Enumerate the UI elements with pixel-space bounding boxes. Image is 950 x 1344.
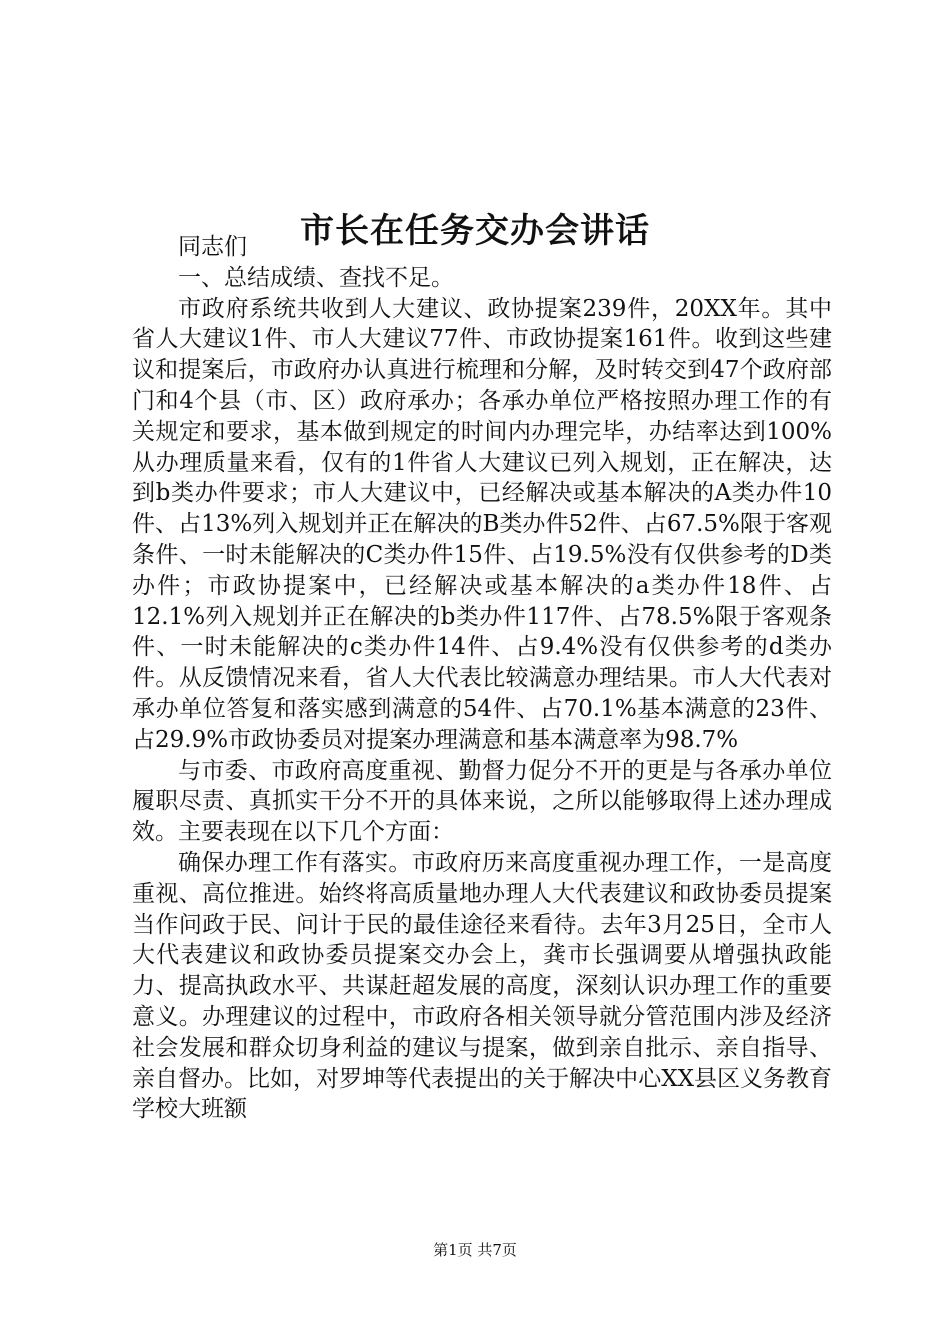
paragraph: 与市委、市政府高度重视、勤督力促分不开的更是与各承办单位履职尽责、真抓实干分不开的具体来说，之所以能够取得上述办理成效。主要表现在以下几个方面： [132, 757, 832, 846]
section-heading: 一、总结成绩、查找不足。 [178, 264, 454, 291]
salutation: 同志们 [178, 234, 247, 260]
paragraph: 确保办理工作有落实。市政府历来高度重视办理工作，一是高度重视、高位推进。始终将高质量地办理人大代表建议和政协委员提案当作问政于民、问计于民的最佳途径来看待。去年3月25日，全市人大代表建议和政协委员提案交办会上，龚市长强调要从增强执政能力、提高执政水平、共谋赶超发展的高度，深刻认识办理工作的重要意义。办理建议的过程中，市政府各相关领导就分管范围内涉及经济社会发展和群众切身利益的建议与提案，做到亲自批示、亲自指导、亲自督办。比如，对罗坤等代表提出的关于解决中心XX县区义务教育学校大班额 [132, 849, 832, 1123]
document-title: 市长在任务交办会讲话 [300, 210, 650, 251]
paragraph: 市政府系统共收到人大建议、政协提案239件，20XX年。其中省人大建议1件、市人大建议77件、市政协提案161件。收到这些建议和提案后，市政府办认真进行梳理和分解，及时转交到47个政府部门和4个县（市、区）政府承办；各承办单位严格按照办理工作的有关规定和要求，基本做到规定的时间内办理完毕，办结率达到100%从办理质量来看，仅有的1件省人大建议已列入规划，正在解决，达到b类办件要求；市人大建议中，已经解决或基本解决的A类办件10件、占13%列入规划并正在解决的B类办件52件、占67.5%限于客观条件、一时未能解决的C类办件15件、占19.5%没有仅供参考的D类办件；市政协提案中，已经解决或基本解决的a类办件18件、占12.1%列入规划并正在解决的b类办件117件、占78.5%限于客观条件、一时未能解决的c类办件14件、占9.4%没有仅供参考的d类办件。从反馈情况来看，省人大代表比较满意办理结果。市人大代表对承办单位答复和落实感到满意的54件、占70.1%基本满意的23件、占29.9%市政协委员对提案办理满意和基本满意率为98.7% [132, 295, 832, 753]
document-body [132, 232, 832, 1125]
page-number: 第1页 共7页 [433, 1241, 517, 1259]
